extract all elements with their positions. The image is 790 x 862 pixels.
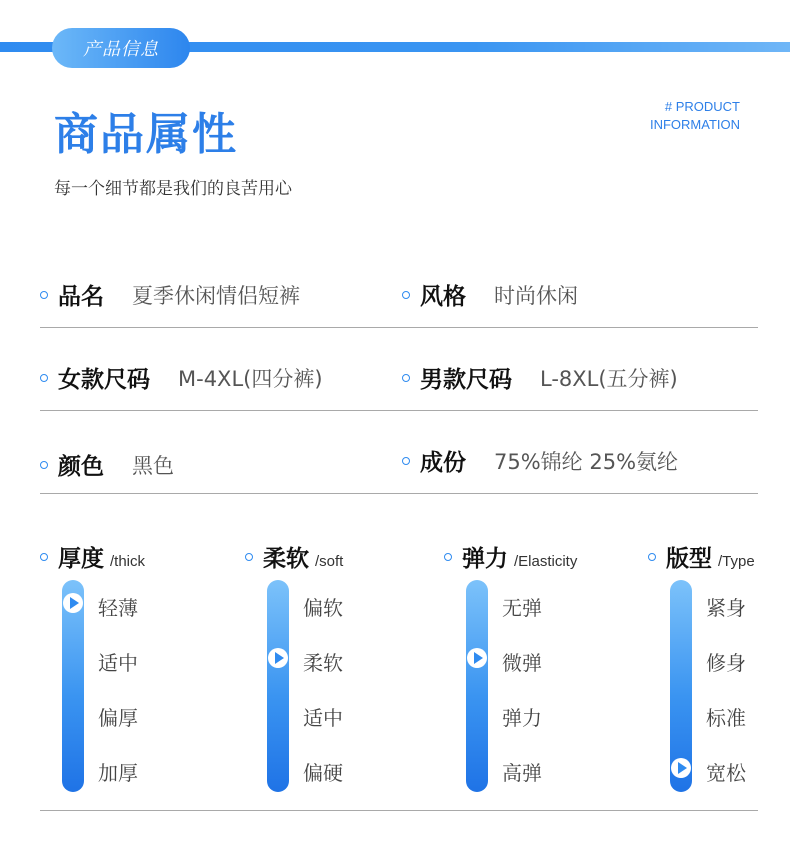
- attribute-key: 颜色: [58, 454, 104, 480]
- attribute-key: 成份: [420, 450, 466, 476]
- bullet-icon: [40, 291, 48, 299]
- section-pill: 产品信息: [52, 28, 190, 68]
- bullet-icon: [40, 374, 48, 382]
- scale-header: [648, 540, 755, 573]
- scale-option: 适中: [303, 706, 343, 730]
- english-heading: [540, 98, 740, 134]
- scale-bar: [267, 580, 289, 792]
- scale-type: [648, 540, 755, 573]
- english-heading-line1: # PRODUCT: [664, 99, 740, 114]
- scale-thickness: [40, 540, 145, 573]
- attribute-item: [40, 361, 323, 394]
- scale-option: 轻薄: [98, 596, 138, 620]
- attribute-value: M-4XL(四分裤): [178, 366, 323, 391]
- selected-marker-icon: [671, 758, 691, 778]
- page-title: 商品属性: [54, 109, 238, 160]
- page-subtitle: 每一个细节都是我们的良苦用心: [54, 179, 292, 199]
- scale-option: 柔软: [303, 651, 343, 675]
- bullet-icon: [40, 461, 48, 469]
- scale-key: 柔软: [263, 546, 309, 572]
- scale-option: 适中: [98, 651, 138, 675]
- selected-marker-icon: [467, 648, 487, 668]
- scale-header: [245, 540, 343, 573]
- scale-option: 修身: [706, 651, 746, 675]
- bullet-icon: [444, 553, 452, 561]
- divider: [40, 810, 758, 811]
- attribute-row: [40, 411, 758, 494]
- scale-option: 加厚: [98, 761, 138, 785]
- attribute-item: [40, 448, 174, 481]
- attribute-value: 夏季休闲情侣短裤: [132, 283, 300, 308]
- attribute-value: 时尚休闲: [494, 283, 578, 308]
- attribute-row: [40, 240, 758, 328]
- attribute-item: [402, 444, 678, 477]
- scale-option: 偏厚: [98, 706, 138, 730]
- scale-option: 标准: [706, 706, 746, 730]
- scale-english: /Type: [718, 553, 755, 570]
- scale-key: 弹力: [462, 546, 508, 572]
- scale-english: /Elasticity: [514, 553, 578, 570]
- scale-key: 版型: [666, 546, 712, 572]
- scale-option: 无弹: [502, 596, 542, 620]
- scale-option: 紧身: [706, 596, 746, 620]
- scale-softness: [245, 540, 343, 573]
- scale-header: [40, 540, 145, 573]
- scale-english: /thick: [110, 553, 146, 570]
- bullet-icon: [402, 374, 410, 382]
- selected-marker-icon: [63, 593, 83, 613]
- scale-header: [444, 540, 577, 573]
- bullet-icon: [402, 291, 410, 299]
- bullet-icon: [40, 553, 48, 561]
- scale-option: 高弹: [502, 761, 542, 785]
- scale-option: 偏硬: [303, 761, 343, 785]
- play-triangle-icon: [678, 762, 687, 774]
- selected-marker-icon: [268, 648, 288, 668]
- bullet-icon: [648, 553, 656, 561]
- play-triangle-icon: [275, 652, 284, 664]
- attribute-value: L-8XL(五分裤): [540, 366, 678, 391]
- scale-option: 弹力: [502, 706, 542, 730]
- play-triangle-icon: [70, 597, 79, 609]
- scale-option: 宽松: [706, 761, 746, 785]
- bullet-icon: [402, 457, 410, 465]
- attribute-value: 黑色: [132, 453, 174, 478]
- scale-elasticity: [444, 540, 577, 573]
- scale-option: 偏软: [303, 596, 343, 620]
- bullet-icon: [245, 553, 253, 561]
- attribute-item: [402, 278, 578, 311]
- scale-english: /soft: [315, 553, 344, 570]
- attribute-value: 75%锦纶 25%氨纶: [494, 449, 679, 474]
- attribute-item: [40, 278, 300, 311]
- attribute-key: 男款尺码: [420, 367, 512, 393]
- scale-bar: [466, 580, 488, 792]
- scale-key: 厚度: [58, 546, 104, 572]
- attribute-key: 女款尺码: [58, 367, 150, 393]
- attribute-key: 品名: [58, 284, 104, 310]
- attribute-item: [402, 361, 678, 394]
- english-heading-line2: INFORMATION: [649, 117, 740, 132]
- scale-option: 微弹: [502, 651, 542, 675]
- attribute-row: [40, 328, 758, 411]
- attribute-key: 风格: [420, 284, 466, 310]
- play-triangle-icon: [474, 652, 483, 664]
